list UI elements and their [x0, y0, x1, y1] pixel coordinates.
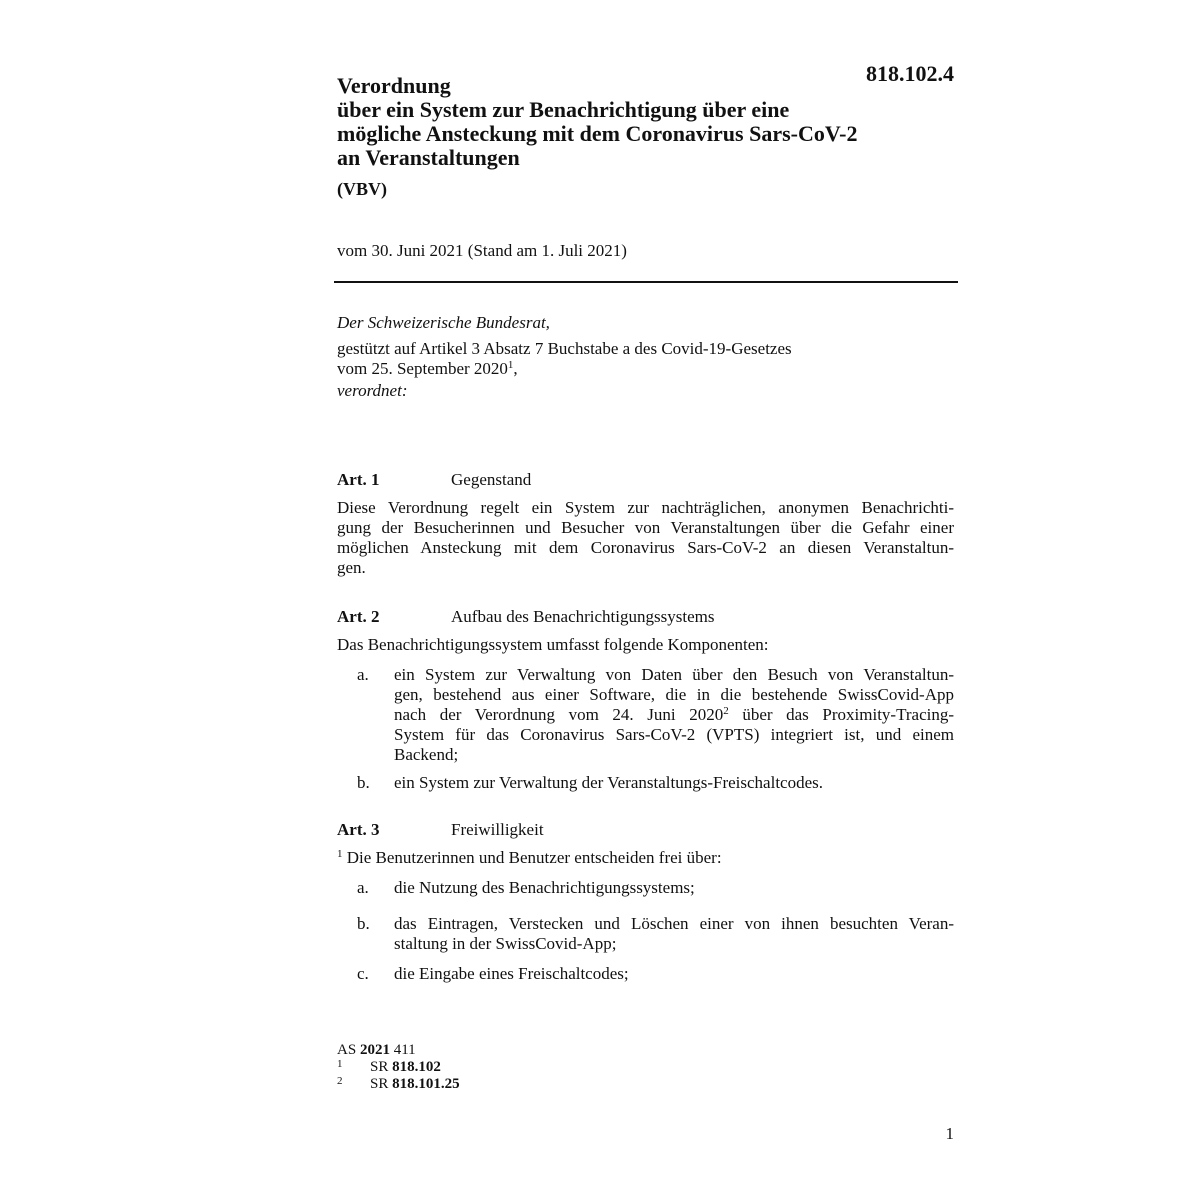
- as-year: 2021: [359, 1042, 390, 1058]
- footnotes: [337, 1042, 460, 1093]
- article-intro: Das Benachrichtigungssystem umfasst folgende Komponenten:: [337, 635, 769, 654]
- article-intro: [337, 848, 954, 868]
- list-item-text: [394, 878, 954, 898]
- list-item-line: [394, 705, 954, 725]
- article-1: [337, 470, 954, 578]
- title-abbreviation: (VBV): [337, 179, 387, 199]
- list-item-line: ein System zur Verwaltung der Veranstaltungs-Freischaltcodes.: [394, 773, 823, 792]
- sr-number: 818.102.4: [866, 61, 954, 86]
- list-item-line: System für das Coronavirus Sars-CoV-2 (VPTS) integriert ist, und einem: [394, 725, 954, 744]
- list-item-text: [394, 914, 954, 954]
- list-item-line: staltung in der SwissCovid-App;: [394, 934, 617, 953]
- list-item-line: Backend;: [394, 745, 459, 764]
- header-divider: [334, 281, 958, 283]
- article-title: Gegenstand: [451, 470, 532, 489]
- article-label: Art. 1: [337, 470, 380, 489]
- article-title: Freiwilligkeit: [451, 820, 544, 839]
- title-line: mögliche Ansteckung mit dem Coronavirus Sars-CoV-2: [337, 121, 858, 146]
- list-item-letter: a.: [357, 665, 369, 684]
- article-text-line: Diese Verordnung regelt ein System zur nachträglichen, anonymen Benachrichti-: [337, 498, 954, 517]
- list-item-line: gen, bestehend aus einer Software, die in die bestehende SwissCovid-App: [394, 685, 954, 704]
- list-item-line: die Nutzung des Benachrichtigungssystems;: [394, 878, 695, 897]
- article-text-line: gung der Besucherinnen und Besucher von Veranstaltungen über die Gefahr einer: [337, 518, 954, 537]
- article-text-line: möglichen Ansteckung mit dem Coronavirus Sars-CoV-2 an diesen Veranstaltun-: [337, 538, 954, 557]
- list-item-line: die Eingabe eines Freischaltcodes;: [394, 964, 629, 983]
- list-item-letter: c.: [357, 964, 369, 983]
- title-line: Verordnung: [337, 73, 451, 98]
- list-item-letter: b.: [357, 914, 370, 933]
- footnote-ref-link[interactable]: 818.101.25: [392, 1076, 460, 1092]
- footnote-prefix: SR: [370, 1076, 393, 1092]
- date-line: vom 30. Juni 2021 (Stand am 1. Juli 2021): [337, 241, 627, 260]
- footnote-number: 2: [337, 1075, 343, 1087]
- document-title: [337, 74, 937, 170]
- preamble-decrees: verordnet:: [337, 381, 408, 400]
- preamble-basis-line: gestützt auf Artikel 3 Absatz 7 Buchstabe a des Covid-19-Gesetzes: [337, 339, 792, 358]
- footnote-ref[interactable]: 1: [507, 359, 514, 371]
- title-line: an Veranstaltungen: [337, 145, 520, 170]
- list-item: [337, 665, 954, 765]
- footnote: [337, 1058, 441, 1076]
- article-text-line: gen.: [337, 558, 366, 577]
- footnote-ref-link[interactable]: 818.102: [392, 1059, 441, 1075]
- list-item-letter: a.: [357, 878, 369, 897]
- list-item-line-part: über das Proximity-Tracing-: [728, 705, 955, 724]
- list-item-line-part: nach der Verordnung vom 24. Juni 2020: [394, 705, 724, 724]
- page-number: 1: [945, 1124, 954, 1143]
- article-2: [337, 607, 954, 793]
- article-heading: [337, 820, 954, 842]
- footnote-prefix: SR: [370, 1059, 393, 1075]
- article-body: [337, 498, 954, 578]
- list-item: [337, 914, 954, 954]
- list-item-text: [394, 964, 954, 984]
- footnote-text: [370, 1059, 441, 1076]
- paragraph-number: 1: [337, 848, 343, 860]
- article-intro-text: Die Benutzerinnen und Benutzer entscheiden frei über:: [342, 848, 722, 867]
- list-item-line: ein System zur Verwaltung von Daten über den Besuch von Veranstaltun-: [394, 665, 954, 684]
- preamble: [337, 313, 957, 401]
- title-line: über ein System zur Benachrichtigung über eine: [337, 97, 790, 122]
- preamble-basis-line: [337, 359, 957, 379]
- article-heading: [337, 470, 954, 492]
- preamble-basis-text: vom 25. September 2020: [337, 359, 508, 378]
- list-item: [337, 773, 954, 793]
- footnote: [337, 1075, 460, 1093]
- preamble-authority: Der Schweizerische Bundesrat,: [337, 313, 550, 332]
- preamble-basis-end: ,: [513, 359, 518, 378]
- list-item-letter: b.: [357, 773, 370, 792]
- footnote-text: [370, 1076, 460, 1093]
- list-item-text: [394, 773, 954, 793]
- article-title: Aufbau des Benachrichtigungssystems: [451, 607, 715, 626]
- list-item-line: das Eintragen, Verstecken und Löschen einer von ihnen besuchten Veran-: [394, 914, 954, 933]
- article-label: Art. 2: [337, 607, 380, 626]
- official-collection-ref: [337, 1042, 416, 1059]
- as-prefix: AS: [337, 1042, 360, 1058]
- article-3: [337, 820, 954, 984]
- footnote-ref[interactable]: 2: [723, 705, 729, 717]
- article-label: Art. 3: [337, 820, 380, 839]
- as-page: 411: [389, 1042, 416, 1058]
- footnote-number: 1: [337, 1058, 343, 1070]
- list-item: [337, 878, 954, 898]
- article-heading: [337, 607, 954, 629]
- list-item: [337, 964, 954, 984]
- list-item-text: [394, 665, 954, 765]
